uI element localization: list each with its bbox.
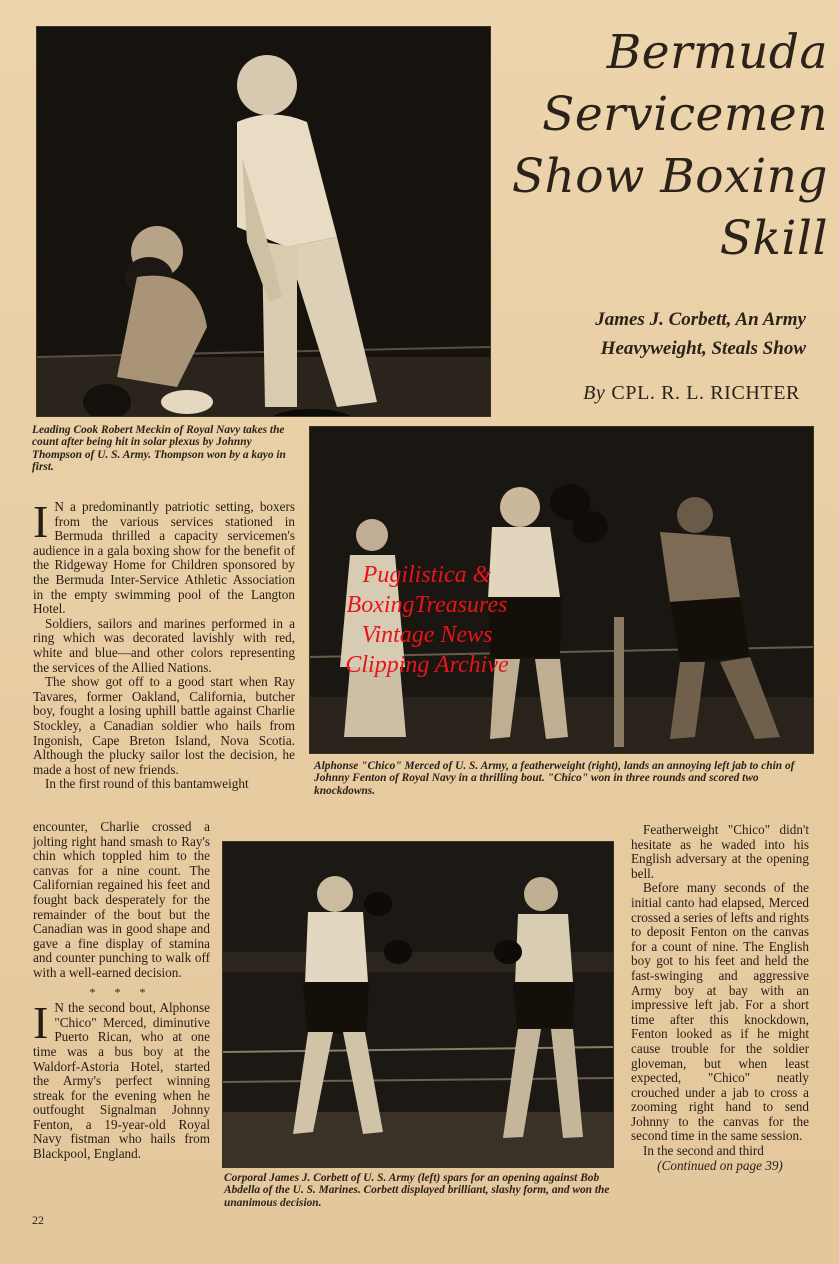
paragraph-2: Soldiers, sailors and marines performed in a ring which was decorated lavishly with red, white and blue—and other colors representing the services of the Allied Nations. (33, 615, 295, 675)
paragraph-4-start: In the first round of this bantamweight (45, 776, 249, 792)
article-body-column-1-narrow (33, 820, 210, 1162)
paragraph-8: In the second and third (643, 1143, 764, 1159)
caption-top-photo: Leading Cook Robert Meckin of Royal Navy takes the count after being hit in solar plexus by Johnny Thompson of U. S. Army. Thompson won by a kayo in first. (32, 424, 286, 474)
caption-bottom-photo: Corporal James J. Corbett of U. S. Army (left) spars for an opening against Bob Abdella of the U. S. Marines. Corbett displayed brilliant, slashy form, and won the unanimous decision. (224, 1172, 610, 1209)
subtitle-line-2: Heavyweight, Steals Show (600, 338, 806, 359)
photo-knockdown-count (36, 26, 491, 417)
section-break: * * * (89, 984, 154, 999)
paragraph-1-text: N a predominantly patriotic setting, boxers from the various services stationed in Bermuda thrilled a capacity servicemen's audience in a gala boxing show for the benefit of the Ridgeway Home for Children sponsored by the Bermuda Inter-Service Athletic Association in the empty swimming pool of the Langton Hotel. (33, 499, 295, 617)
title-line-4: Skill (719, 211, 828, 266)
watermark-line-2: BoxingTreasures (346, 592, 508, 618)
watermark-line-4: Clipping Archive (345, 652, 509, 678)
subtitle-line-1: James J. Corbett, An Army (595, 309, 806, 330)
article-body-column-1 (33, 496, 295, 792)
dropcap-1: I (33, 496, 49, 547)
watermark-line-1: Pugilistica & (362, 562, 492, 588)
title-line-2: Servicemen (542, 87, 828, 142)
photo-corbett-sparring (222, 841, 614, 1168)
continued-text: (Continued on page 39) (657, 1157, 783, 1173)
article-body-column-2 (631, 823, 809, 1173)
title-line-3: Show Boxing (511, 149, 828, 204)
paragraph-4-rest: encounter, Charlie crossed a jolting right hand smash to Ray's chin which toppled him to the canvas for a nine count. The Californian regained his feet and fought back desperately for the remainder of the bout but the Canadian was in good shape and gave a fine display of stamina and counter punching to walk off with a well-earned decision. (33, 819, 210, 980)
title-line-1: Bermuda (606, 25, 828, 80)
paragraph-5-text: N the second bout, Alphonse "Chico" Merced, diminutive Puerto Rican, who at one time was a bus boy at the Waldorf-Astoria Hotel, started the Army's perfect winning streak for the evening when he outfought Signalman Johnny Fenton, a 19-year-old Royal Navy fistman who hails from Blackpool, England. (33, 1000, 210, 1162)
paragraph-5 (33, 997, 210, 1162)
article-title (498, 22, 828, 270)
paragraph-7: Before many seconds of the initial canto had elapsed, Merced crossed a series of lefts and rights to deposit Fenton on the canvas for a count of nine. The English boy got to his feet and held the fast-swinging and aggressive Army boy at bay with an impressive left jab. For a short time after this knockdown, Fenton looked as if he might cause trouble for the soldier gloveman, but when least expected, "Chico" neatly crouched under a jab to cross a zooming right hand to send Johnny to the canvas for the second time in the same session. (631, 880, 809, 1144)
photo-sparring-image (223, 842, 613, 1167)
watermark-line-3: Vintage News (361, 622, 493, 648)
dropcap-2: I (33, 997, 49, 1049)
paragraph-3: The show got off to a good start when Ray Tavares, former Oakland, California, butcher boy, fought a losing uphill battle against Charlie Stockley, a Canadian soldier who hails from Ingonish, Cape Breton Island, Nova Scotia. Although the plucky sailor lost the decision, he made a host of new friends. (33, 674, 295, 777)
byline-by: By (583, 382, 606, 404)
caption-middle-photo: Alphonse "Chico" Merced of U. S. Army, a featherweight (right), lands an annoying left jab to chin of Johnny Fenton of Royal Navy in a thrilling bout. "Chico" won in three rounds and scored two knockdowns. (314, 760, 795, 797)
paragraph-1 (33, 496, 295, 617)
byline-author: CPL. R. L. RICHTER (611, 382, 800, 404)
watermark-text (312, 560, 542, 680)
page-number: 22 (32, 1213, 44, 1227)
byline (500, 382, 800, 405)
article-subtitle (490, 305, 806, 363)
continued-note (631, 1159, 809, 1174)
paragraph-6: Featherweight "Chico" didn't hesitate as he waded into his English adversary at the opening bell. (631, 822, 809, 881)
photo-knockdown-image (37, 27, 490, 416)
